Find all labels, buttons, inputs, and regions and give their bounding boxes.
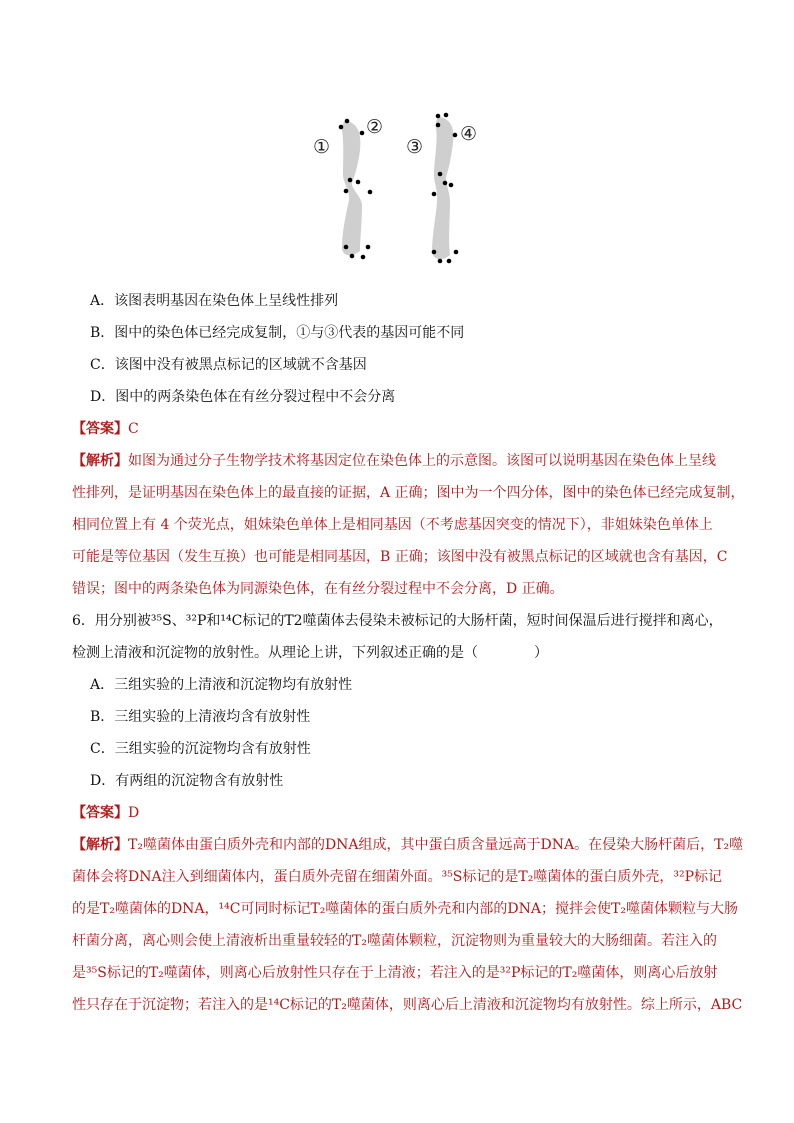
isotope-c14: ¹⁴C [220,613,243,629]
q6-analysis-line-3: 的是T₂噬菌体的DNA，¹⁴C可同时标记T₂噬菌体的蛋白质外壳和内部的DNA；搅拌会使T₂噬菌体颗粒与大肠 [72,901,738,917]
q6-option-c: C．三组实验的沉淀物均含有放射性 [90,741,311,757]
q6-analysis-line-1 [72,835,743,855]
analysis-text: T₂噬菌体由蛋白质外壳和内部的DNA组成，其中蛋白质含量远高于DNA。在侵染大肠杆菌后，T₂噬 [128,837,744,853]
q6-option-d: D．有两组的沉淀物含有放射性 [90,773,284,789]
q5-analysis-line-5: 错误；图中的两条染色体为同源染色体，在有丝分裂过程中不会分离，D 正确。 [72,581,564,597]
analysis-tag: 【解析】 [72,453,128,469]
answer-value: C [128,421,139,437]
q5-analysis-line-2: 性排列，是证明基因在染色体上的最直接的证据，A 正确；图中为一个四分体，图中的染色体已经完成复制， [72,485,745,501]
q6-analysis-line-4: 杆菌分离，离心则会使上清液析出重量较轻的T₂噬菌体颗粒，沉淀物则为重量较大的大肠细菌。若注入的 [72,933,717,949]
answer-tag: 【答案】 [72,805,128,821]
q5-analysis-line-1 [72,451,716,471]
q5-option-b: B．图中的染色体已经完成复制，①与③代表的基因可能不同 [90,325,465,341]
label-4: ④ [460,123,478,145]
chromosome-diagram [300,105,500,275]
q5-option-d: D．图中的两条染色体在有丝分裂过程中不会分离 [90,389,396,405]
q5-option-a: A．该图表明基因在染色体上呈线性排列 [90,293,339,309]
label-3: ③ [406,136,424,158]
q5-analysis-line-3: 相同位置上有 4 个荧光点，姐妹染色单体上是相同基因（不考虑基因突变的情况下），非姐妹染色单体上 [72,517,713,533]
q6-stem-start: 6．用分别被 [72,613,151,629]
analysis-text: 如图为通过分子生物学技术将基因定位在染色体上的示意图。该图可以说明基因在染色体上呈线 [128,453,716,469]
q5-option-c: C．该图中没有被黑点标记的区域就不含基因 [90,357,367,373]
q6-analysis-line-2: 菌体会将DNA注入到细菌体内，蛋白质外壳留在细菌外面。³⁵S标记的是T₂噬菌体的蛋白质外壳，³²P标记 [72,869,722,885]
left-chromosome [342,121,362,255]
q5-analysis-line-4: 可能是等位基因（发生互换）也可能是相同基因，B 正确；该图中没有被黑点标记的区域就也含有基因，C [72,549,728,565]
q6-stem-line-1 [72,611,723,631]
q6-analysis-line-6: 性只存在于沉淀物；若注入的是¹⁴C标记的T₂噬菌体，则离心后上清液和沉淀物均有放射性。综上所示，ABC [72,997,743,1013]
q6-option-a: A．三组实验的上清液和沉淀物均有放射性 [90,677,353,693]
q6-stem-end: 标记的T2噬菌体去侵染未被标记的大肠杆菌，短时间保温后进行搅拌和离心， [242,613,723,629]
label-1: ① [313,136,331,158]
q6-option-b: B．三组实验的上清液均含有放射性 [90,709,311,725]
isotope-p32: ³²P [185,613,207,629]
sep-2: 和 [206,613,221,629]
answer-tag: 【答案】 [72,421,128,437]
q6-analysis-line-5: 是³⁵S标记的T₂噬菌体，则离心后放射性只存在于上清液；若注入的是³²P标记的T₂噬菌体，则离心后放射 [72,965,718,981]
analysis-tag: 【解析】 [72,837,128,853]
label-2: ② [366,116,384,138]
q6-stem-line-2: 检测上清液和沉淀物的放射性。从理论上讲，下列叙述正确的是（ ） [72,645,548,661]
isotope-s35: ³⁵S [150,613,172,629]
answer-value: D [128,805,140,821]
right-chromosome [432,117,453,259]
sep-1: 、 [171,613,186,629]
q5-answer [72,419,139,439]
q6-answer [72,803,139,823]
chromosome-figure [300,105,500,275]
